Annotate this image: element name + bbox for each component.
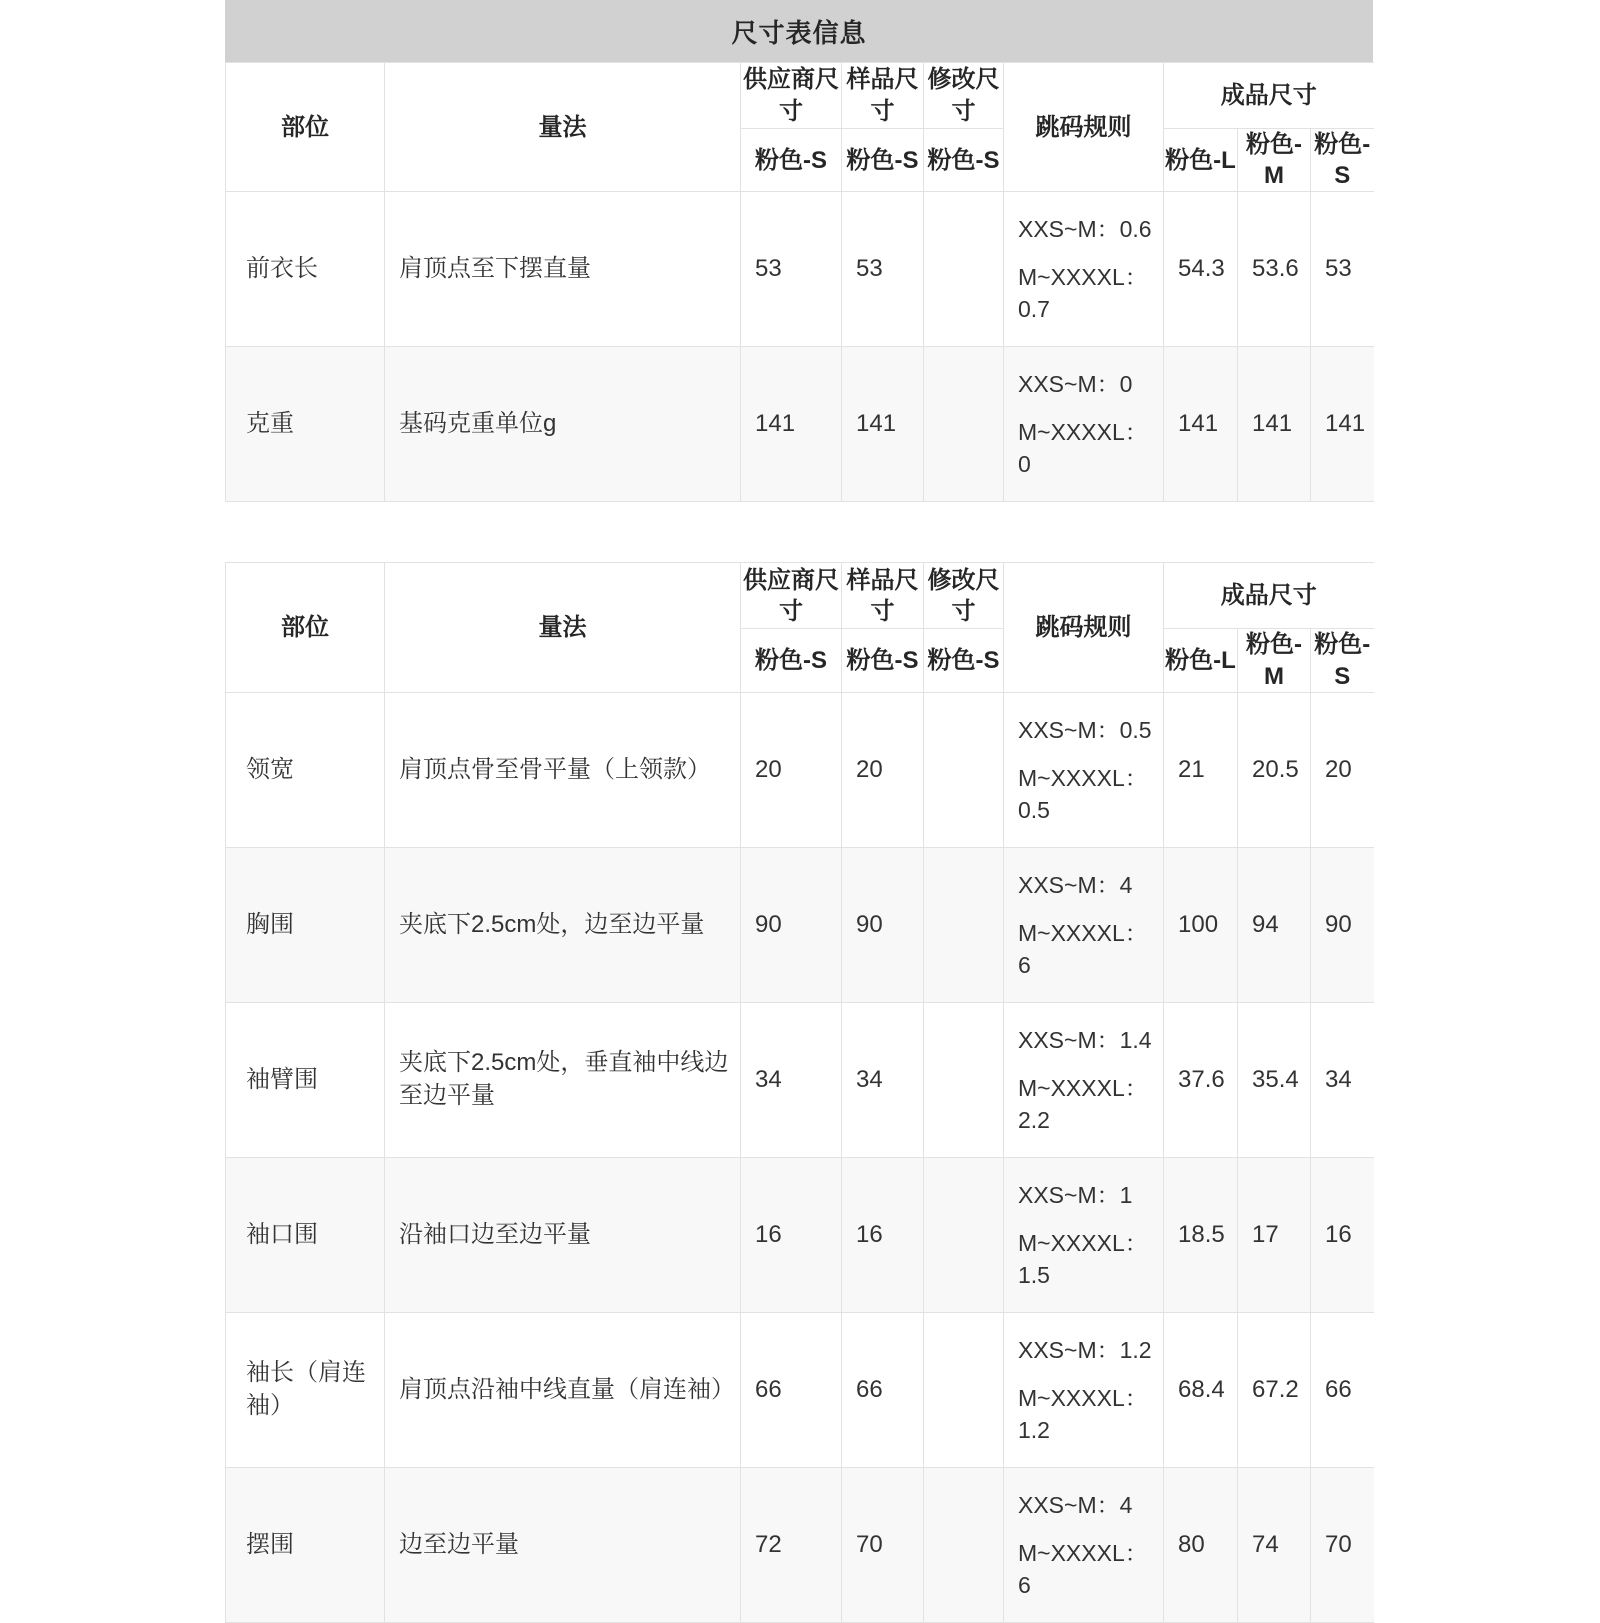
col-subheader-pink-m: 粉色-M xyxy=(1238,129,1311,192)
method-cell: 沿袖口边至边平量 xyxy=(385,1157,741,1312)
jump-rule-line: 0.7 xyxy=(1018,296,1050,323)
size-table-1 xyxy=(225,62,1374,502)
col-subheader-pink-s: 粉色-S xyxy=(741,129,842,192)
jump-rule-cell xyxy=(1004,692,1164,847)
supplier-size-cell: 53 xyxy=(741,192,842,347)
finished-size-m-cell: 20.5 xyxy=(1238,692,1311,847)
table-header xyxy=(226,563,1374,692)
part-cell: 领宽 xyxy=(226,692,385,847)
table-gap xyxy=(225,502,1373,562)
supplier-size-cell: 72 xyxy=(741,1467,842,1622)
jump-rule-line: 1.5 xyxy=(1018,1261,1050,1288)
col-header-supplier-size: 供应商尺寸 xyxy=(741,63,842,129)
col-header-sample-size: 样品尺寸 xyxy=(842,63,924,129)
finished-size-m-cell: 35.4 xyxy=(1238,1002,1311,1157)
table-row xyxy=(226,1157,1374,1312)
jump-rule-line: M~XXXXL： xyxy=(1018,1539,1148,1566)
jump-rule-line: XXS~M：1 xyxy=(1018,1181,1133,1208)
col-subheader-pink-s: 粉色-S xyxy=(1311,629,1374,692)
finished-size-m-cell: 94 xyxy=(1238,847,1311,1002)
jump-rule-line: 6 xyxy=(1018,1571,1031,1598)
jump-rule-cell xyxy=(1004,1002,1164,1157)
part-cell: 克重 xyxy=(226,347,385,502)
finished-size-l-cell: 18.5 xyxy=(1164,1157,1238,1312)
jump-rule-line: 0.5 xyxy=(1018,796,1050,823)
finished-size-l-cell: 54.3 xyxy=(1164,192,1238,347)
table-row xyxy=(226,192,1374,347)
finished-size-l-cell: 68.4 xyxy=(1164,1312,1238,1467)
finished-size-m-cell: 141 xyxy=(1238,347,1311,502)
modified-size-cell xyxy=(924,1002,1004,1157)
col-header-jump-rule: 跳码规则 xyxy=(1004,63,1164,192)
col-header-finished-size: 成品尺寸 xyxy=(1164,63,1374,129)
part-cell: 袖长（肩连袖） xyxy=(226,1312,385,1467)
col-header-method: 量法 xyxy=(385,63,741,192)
size-chart-title-bar xyxy=(225,0,1373,62)
size-chart-title: 尺寸表信息 xyxy=(731,17,867,48)
col-header-part: 部位 xyxy=(226,63,385,192)
jump-rule-line: M~XXXXL： xyxy=(1018,1074,1148,1101)
col-subheader-pink-l: 粉色-L xyxy=(1164,629,1238,692)
finished-size-l-cell: 37.6 xyxy=(1164,1002,1238,1157)
modified-size-cell xyxy=(924,692,1004,847)
sample-size-cell: 66 xyxy=(842,1312,924,1467)
jump-rule-cell xyxy=(1004,1312,1164,1467)
finished-size-m-cell: 53.6 xyxy=(1238,192,1311,347)
jump-rule-cell xyxy=(1004,847,1164,1002)
finished-size-s-cell: 53 xyxy=(1311,192,1374,347)
jump-rule-line: XXS~M：0.5 xyxy=(1018,716,1152,743)
table-row xyxy=(226,692,1374,847)
finished-size-s-cell: 90 xyxy=(1311,847,1374,1002)
jump-rule-line: M~XXXXL： xyxy=(1018,264,1148,291)
col-subheader-pink-s: 粉色-S xyxy=(842,629,924,692)
jump-rule-cell xyxy=(1004,347,1164,502)
part-cell: 摆围 xyxy=(226,1467,385,1622)
jump-rule-cell xyxy=(1004,1157,1164,1312)
col-subheader-pink-s: 粉色-S xyxy=(924,629,1004,692)
finished-size-s-cell: 20 xyxy=(1311,692,1374,847)
finished-size-m-cell: 17 xyxy=(1238,1157,1311,1312)
table-row xyxy=(226,347,1374,502)
jump-rule-line: 0 xyxy=(1018,451,1031,478)
col-subheader-pink-m: 粉色-M xyxy=(1238,629,1311,692)
method-cell: 夹底下2.5cm处，垂直袖中线边至边平量 xyxy=(385,1002,741,1157)
header-row-groups xyxy=(226,563,1374,629)
method-cell: 边至边平量 xyxy=(385,1467,741,1622)
finished-size-s-cell: 34 xyxy=(1311,1002,1374,1157)
method-cell: 夹底下2.5cm处，边至边平量 xyxy=(385,847,741,1002)
jump-rule-line: XXS~M：0 xyxy=(1018,371,1133,398)
col-header-method: 量法 xyxy=(385,563,741,692)
jump-rule-line: XXS~M：4 xyxy=(1018,871,1133,898)
part-cell: 袖口围 xyxy=(226,1157,385,1312)
col-header-modified-size: 修改尺寸 xyxy=(924,563,1004,629)
sample-size-cell: 34 xyxy=(842,1002,924,1157)
jump-rule-line: M~XXXXL： xyxy=(1018,1229,1148,1256)
col-subheader-pink-s: 粉色-S xyxy=(842,129,924,192)
finished-size-s-cell: 66 xyxy=(1311,1312,1374,1467)
finished-size-m-cell: 74 xyxy=(1238,1467,1311,1622)
supplier-size-cell: 34 xyxy=(741,1002,842,1157)
table-row xyxy=(226,847,1374,1002)
sample-size-cell: 90 xyxy=(842,847,924,1002)
sample-size-cell: 20 xyxy=(842,692,924,847)
jump-rule-line: XXS~M：1.2 xyxy=(1018,1336,1152,1363)
part-cell: 袖臂围 xyxy=(226,1002,385,1157)
jump-rule-line: XXS~M：0.6 xyxy=(1018,216,1152,243)
finished-size-s-cell: 141 xyxy=(1311,347,1374,502)
table-header xyxy=(226,63,1374,192)
modified-size-cell xyxy=(924,347,1004,502)
finished-size-l-cell: 21 xyxy=(1164,692,1238,847)
col-subheader-pink-s: 粉色-S xyxy=(1311,129,1374,192)
col-subheader-pink-s: 粉色-S xyxy=(924,129,1004,192)
supplier-size-cell: 16 xyxy=(741,1157,842,1312)
col-header-jump-rule: 跳码规则 xyxy=(1004,563,1164,692)
col-header-modified-size: 修改尺寸 xyxy=(924,63,1004,129)
col-subheader-pink-l: 粉色-L xyxy=(1164,129,1238,192)
modified-size-cell xyxy=(924,847,1004,1002)
finished-size-s-cell: 16 xyxy=(1311,1157,1374,1312)
modified-size-cell xyxy=(924,1467,1004,1622)
finished-size-m-cell: 67.2 xyxy=(1238,1312,1311,1467)
sample-size-cell: 53 xyxy=(842,192,924,347)
col-header-supplier-size: 供应商尺寸 xyxy=(741,563,842,629)
col-header-part: 部位 xyxy=(226,563,385,692)
jump-rule-line: 2.2 xyxy=(1018,1106,1050,1133)
jump-rule-line: XXS~M：4 xyxy=(1018,1491,1133,1518)
modified-size-cell xyxy=(924,192,1004,347)
finished-size-l-cell: 100 xyxy=(1164,847,1238,1002)
part-cell: 前衣长 xyxy=(226,192,385,347)
size-chart-panel xyxy=(225,0,1373,1623)
table-row xyxy=(226,1467,1374,1622)
method-cell: 肩顶点沿袖中线直量（肩连袖） xyxy=(385,1312,741,1467)
supplier-size-cell: 141 xyxy=(741,347,842,502)
finished-size-l-cell: 141 xyxy=(1164,347,1238,502)
jump-rule-line: M~XXXXL： xyxy=(1018,1384,1148,1411)
sample-size-cell: 70 xyxy=(842,1467,924,1622)
jump-rule-line: 6 xyxy=(1018,951,1031,978)
jump-rule-line: M~XXXXL： xyxy=(1018,419,1148,446)
jump-rule-line: 1.2 xyxy=(1018,1416,1050,1443)
sample-size-cell: 16 xyxy=(842,1157,924,1312)
supplier-size-cell: 66 xyxy=(741,1312,842,1467)
modified-size-cell xyxy=(924,1157,1004,1312)
finished-size-l-cell: 80 xyxy=(1164,1467,1238,1622)
part-cell: 胸围 xyxy=(226,847,385,1002)
col-header-sample-size: 样品尺寸 xyxy=(842,563,924,629)
jump-rule-line: M~XXXXL： xyxy=(1018,764,1148,791)
method-cell: 基码克重单位g xyxy=(385,347,741,502)
header-row-groups xyxy=(226,63,1374,129)
modified-size-cell xyxy=(924,1312,1004,1467)
jump-rule-cell xyxy=(1004,1467,1164,1622)
sample-size-cell: 141 xyxy=(842,347,924,502)
supplier-size-cell: 20 xyxy=(741,692,842,847)
jump-rule-line: XXS~M：1.4 xyxy=(1018,1026,1152,1053)
jump-rule-line: M~XXXXL： xyxy=(1018,919,1148,946)
jump-rule-cell xyxy=(1004,192,1164,347)
col-subheader-pink-s: 粉色-S xyxy=(741,629,842,692)
method-cell: 肩顶点至下摆直量 xyxy=(385,192,741,347)
col-header-finished-size: 成品尺寸 xyxy=(1164,563,1374,629)
supplier-size-cell: 90 xyxy=(741,847,842,1002)
table-row xyxy=(226,1312,1374,1467)
method-cell: 肩顶点骨至骨平量（上领款） xyxy=(385,692,741,847)
table-row xyxy=(226,1002,1374,1157)
finished-size-s-cell: 70 xyxy=(1311,1467,1374,1622)
size-table-2 xyxy=(225,562,1374,1622)
